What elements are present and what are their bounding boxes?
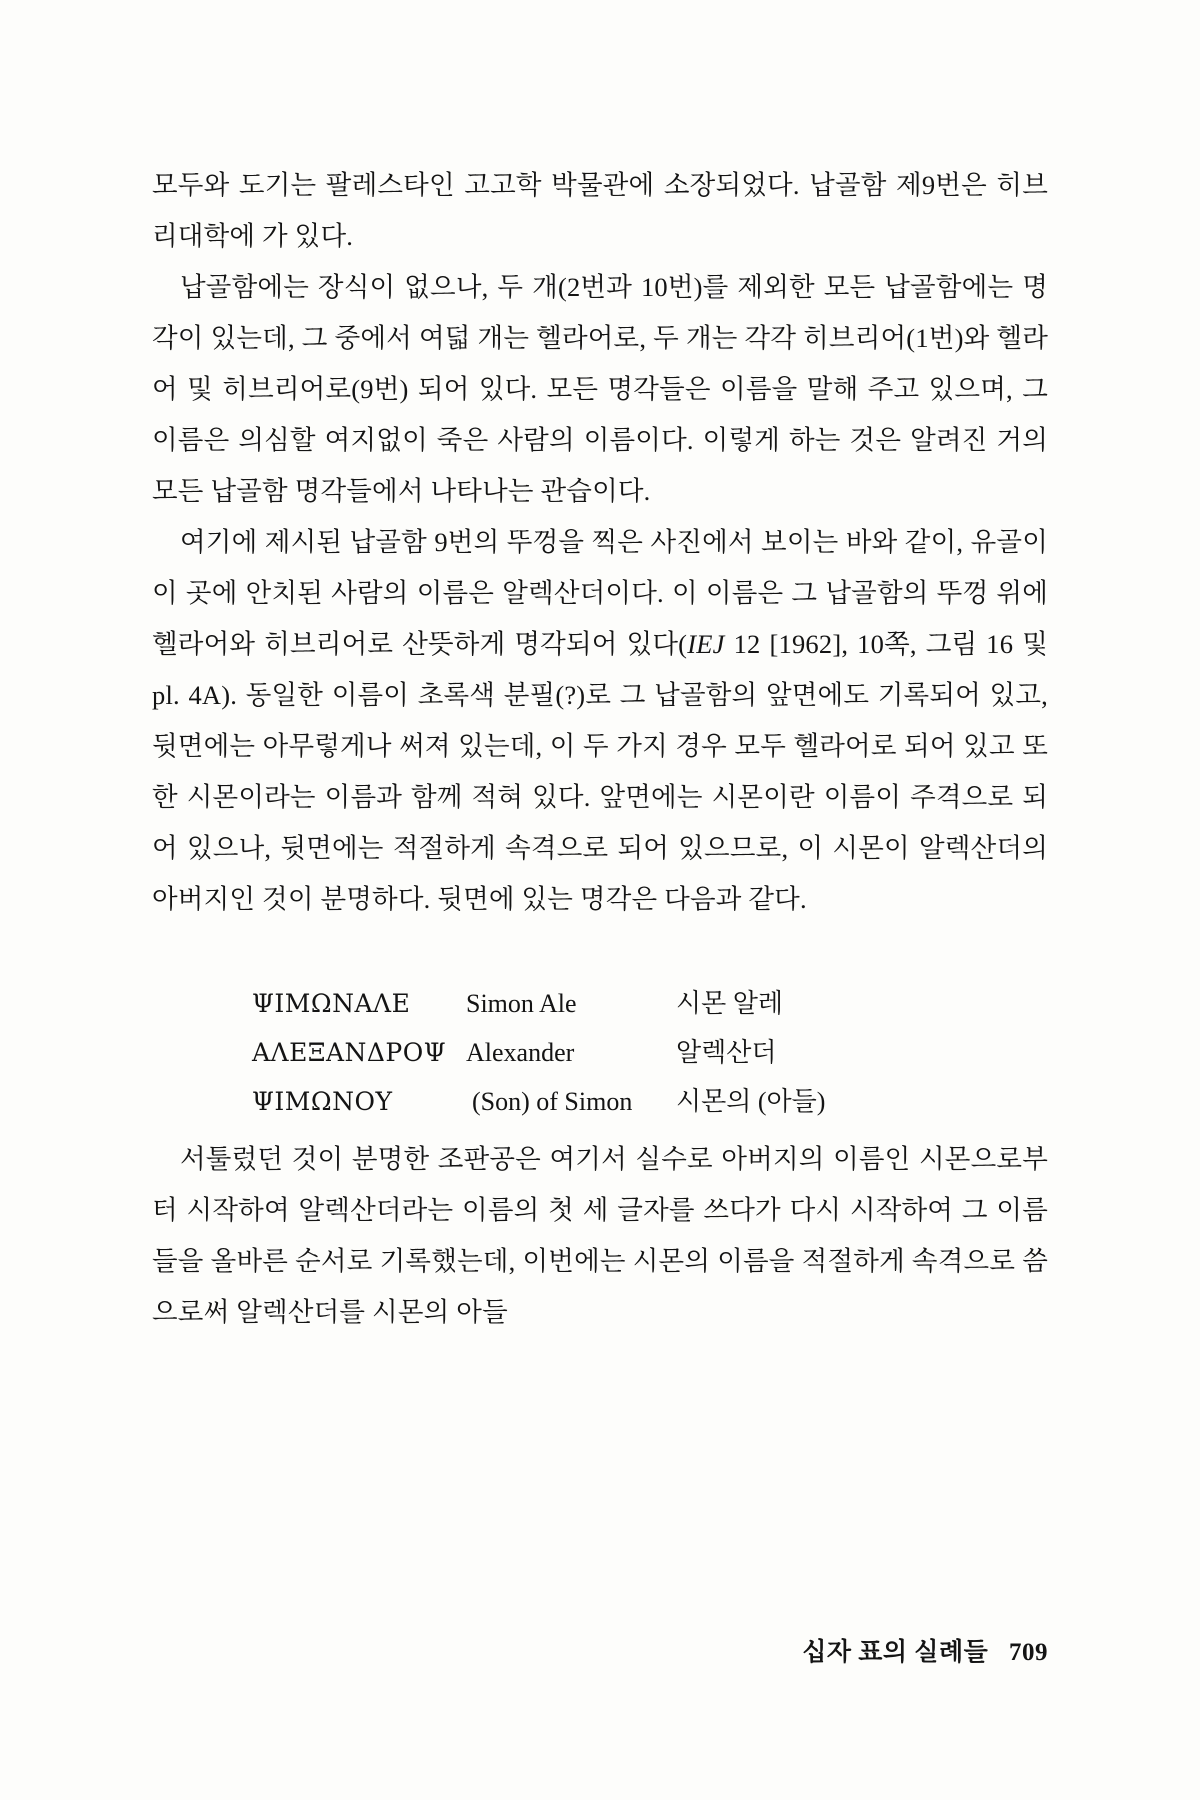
page-footer [802, 1632, 1048, 1668]
inscription-table [152, 981, 1048, 1124]
page-content [152, 160, 1048, 1338]
page-number: 709 [1009, 1639, 1048, 1666]
inscription-row [252, 1079, 1048, 1124]
inscription-row [252, 1030, 1048, 1075]
inscription-korean: 시몬 알레 [676, 989, 783, 1018]
inscription-greek: ΨΙΜΩΝΟΥ [252, 1087, 393, 1116]
paragraph-3 [152, 517, 1048, 925]
inscription-greek: ΨΙΜΩΝΑΛΕ [252, 989, 411, 1018]
inscription-english: Alexander [466, 1038, 575, 1067]
paragraph-2: 납골함에는 장식이 없으나, 두 개(2번과 10번)를 제외한 모든 납골함에는 명각이 있는데, 그 중에서 여덟 개는 헬라어로, 두 개는 각각 히브리어(1번)와 헬라어 및 히브리어로(9번) 되어 있다. 모든 명각들은 이름을 말해 주고 있으며, 그 이름은 의심할 여지없이 죽은 사람의 이름이다. 이렇게 하는 것은 알려진 거의 모든 납골함 명각들에서 나타나는 관습이다. [152, 272, 1048, 506]
paragraph-3-part-2: 12 [1962], 10쪽, 그림 16 및 pl. 4A). 동일한 이름이 초록색 분필(?)로 그 납골함의 앞면에도 기록되어 있고, 뒷면에는 아무렇게나 써져 있는데, 이 두 가지 경우 모두 헬라어로 되어 있고 또한 시몬이라는 이름과 함께 적혀 있다. 앞면에는 시몬이란 이름이 주격으로 되어 있으나, 뒷면에는 적절하게 속격으로 되어 있으므로, 이 시몬이 알렉산더의 아버지인 것이 분명하다. 뒷면에 있는 명각은 다음과 같다. [152, 629, 1048, 914]
inscription-korean: 시몬의 (아들) [676, 1087, 826, 1116]
running-title: 십자 표의 실례들 [802, 1639, 989, 1666]
paragraph-4: 서툴렀던 것이 분명한 조판공은 여기서 실수로 아버지의 이름인 시몬으로부터 시작하여 알렉산더라는 이름의 첫 세 글자를 쓰다가 다시 시작하여 그 이름들을 올바른 순서로 기록했는데, 이번에는 시몬의 이름을 적절하게 속격으로 씀으로써 알렉산더를 시몬의 아들 [152, 1144, 1048, 1327]
paragraph-3-part-1: 여기에 제시된 납골함 9번의 뚜껑을 찍은 사진에서 보이는 바와 같이, 유골이 이 곳에 안치된 사람의 이름은 알렉산더이다. 이 이름은 그 납골함의 뚜껑 위에 헬라어와 히브리어로 산뜻하게 명각되어 있다( [152, 527, 1048, 659]
inscription-english: Simon Ale [466, 989, 577, 1018]
inscription-korean: 알렉산더 [676, 1038, 777, 1067]
paragraph-1: 모두와 도기는 팔레스타인 고고학 박물관에 소장되었다. 납골함 제9번은 히브리대학에 가 있다. [152, 170, 1048, 251]
inscription-row [252, 981, 1048, 1026]
journal-abbreviation: IEJ [687, 629, 725, 659]
inscription-greek: ΑΛΕΞΑΝΔΡΟΨ [252, 1038, 447, 1067]
inscription-english: (Son) of Simon [472, 1087, 633, 1116]
